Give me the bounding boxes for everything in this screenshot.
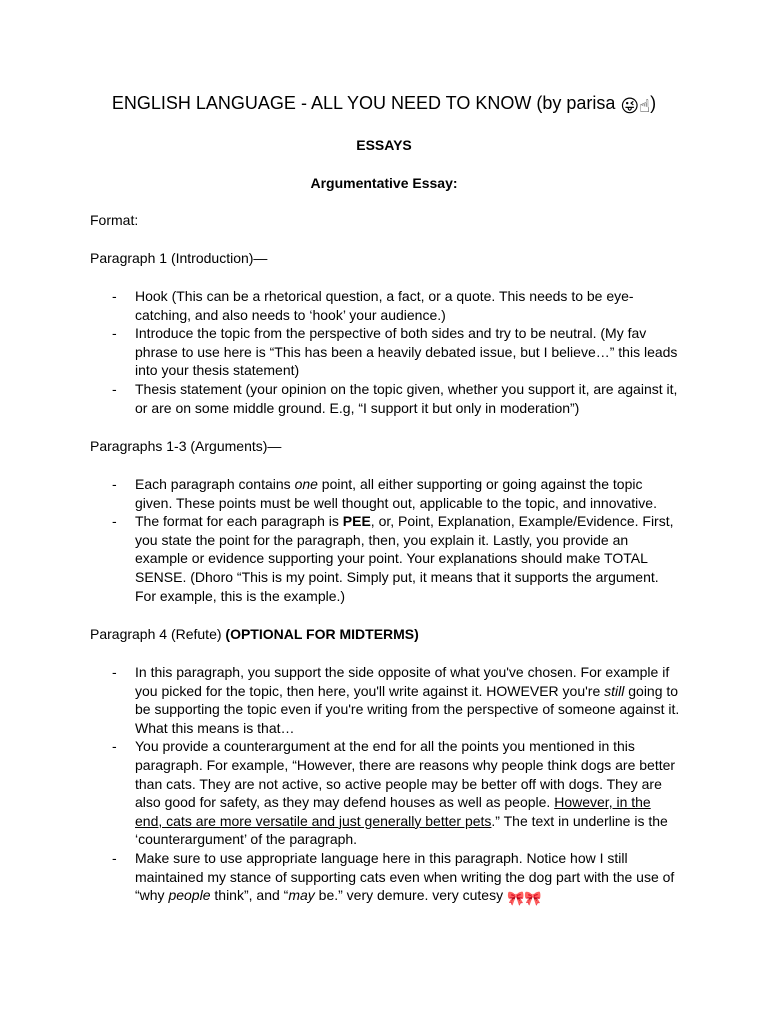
text-segment: In this paragraph, you support the side opposite of what you've chosen. For example if you picked for the topic, then here, you'll write against it. HOWEVER you're xyxy=(135,664,670,699)
list-item xyxy=(90,324,680,380)
text-segment: Make sure to use appropriate language here in this paragraph. Notice how I still maintained my stance of supporting cats even when writing the dog part with the use of “why xyxy=(135,849,675,904)
bullet-dash: - xyxy=(112,380,117,397)
title-close: ) xyxy=(650,93,657,113)
ribbon-bow-emoji-icon: 🎀🎀 xyxy=(506,890,542,907)
bullet-dash: - xyxy=(112,476,117,492)
text-segment: You provide a counterargument at the end for all the points you mentioned in this paragraph. For example, “However, there are reasons why people think dogs are better than cats. They are not active, so active people may be better off with dogs. They are also good for safety, as they may defend houses as well as people. xyxy=(135,738,676,811)
list-item xyxy=(90,475,680,512)
text-segment: think”, and “ xyxy=(210,887,289,904)
text-segment: be.” very demure. very cutesy xyxy=(314,887,507,904)
list-item-text: Thesis statement (your opinion on the topic given, whether you support it, are against it, or are on some middle ground. E.g, “I support it but only in moderation”) xyxy=(135,380,678,416)
paragraph4-list xyxy=(90,663,690,908)
text-segment: , or, Point, Explanation, Example/Evidence. First, you state the point for the paragraph, then, you explain it. Lastly, you provide an example or evidence supporting your point. Your explanations should make TOTAL SENSE. (Dhoro “This is my point. Simply put, it means that it supports the argument. For example, this is the example.) xyxy=(135,513,674,604)
paragraph4-heading xyxy=(90,625,419,644)
paragraph1-list xyxy=(90,287,690,417)
text-segment: Each paragraph contains xyxy=(135,476,295,492)
italic-text: still xyxy=(604,682,625,699)
format-label: Format: xyxy=(90,212,139,228)
bullet-dash: - xyxy=(112,664,117,680)
wink-tongue-pointing-emoji-icon: 😜☝ xyxy=(620,96,651,116)
text-segment: .” The text in underline is the ‘counterargument’ of the paragraph. xyxy=(135,812,668,848)
list-item-text: Hook (This can be a rhetorical question, a fact, or a quote. This needs to be eye-catching, and also needs to ‘hook’ your audience.) xyxy=(135,288,634,323)
bold-text: (OPTIONAL FOR MIDTERMS) xyxy=(225,626,419,642)
text-segment: Paragraph 4 (Refute) xyxy=(90,626,226,642)
list-item xyxy=(90,512,680,605)
list-item xyxy=(90,380,680,417)
list-item xyxy=(90,849,680,908)
paragraphs1-3-heading: Paragraphs 1-3 (Arguments)— xyxy=(90,438,282,454)
text-segment: The format for each paragraph is xyxy=(135,513,343,530)
text-segment: point, all either supporting or going against the topic given. These points must be well thought out, applicable to the topic, and innovative. xyxy=(135,476,657,511)
essay-heading: Argumentative Essay: xyxy=(310,175,458,191)
bold-text: PEE xyxy=(342,513,371,530)
italic-text: may xyxy=(288,887,315,904)
underlined-text: However, in the end, cats are more versatile and just generally better pets xyxy=(135,794,651,829)
document-title xyxy=(90,91,678,118)
bullet-dash: - xyxy=(112,849,117,866)
paragraph1-heading: Paragraph 1 (Introduction)— xyxy=(90,250,268,266)
paragraphs1-3-list xyxy=(90,475,690,605)
list-item xyxy=(90,737,680,849)
list-item-text: Introduce the topic from the perspective of both sides and try to be neutral. (My fav phrase to use here is “This has been a heavily debated issue, but I believe…” this leads into your thesis statement) xyxy=(135,325,678,379)
bullet-dash: - xyxy=(112,513,117,530)
list-item xyxy=(90,663,680,737)
list-item xyxy=(90,287,680,324)
italic-text: one xyxy=(294,476,318,492)
text-segment: going to be supporting the topic even if you're writing from the perspective of someone against it. What this means is that… xyxy=(135,682,680,736)
section-heading: ESSAYS xyxy=(356,137,412,153)
bullet-dash: - xyxy=(112,288,117,304)
bullet-dash: - xyxy=(112,738,117,755)
italic-text: people xyxy=(168,887,211,904)
title-text: ENGLISH LANGUAGE - ALL YOU NEED TO KNOW (by parisa xyxy=(111,93,621,113)
bullet-dash: - xyxy=(112,325,117,342)
document-page xyxy=(90,0,690,1024)
